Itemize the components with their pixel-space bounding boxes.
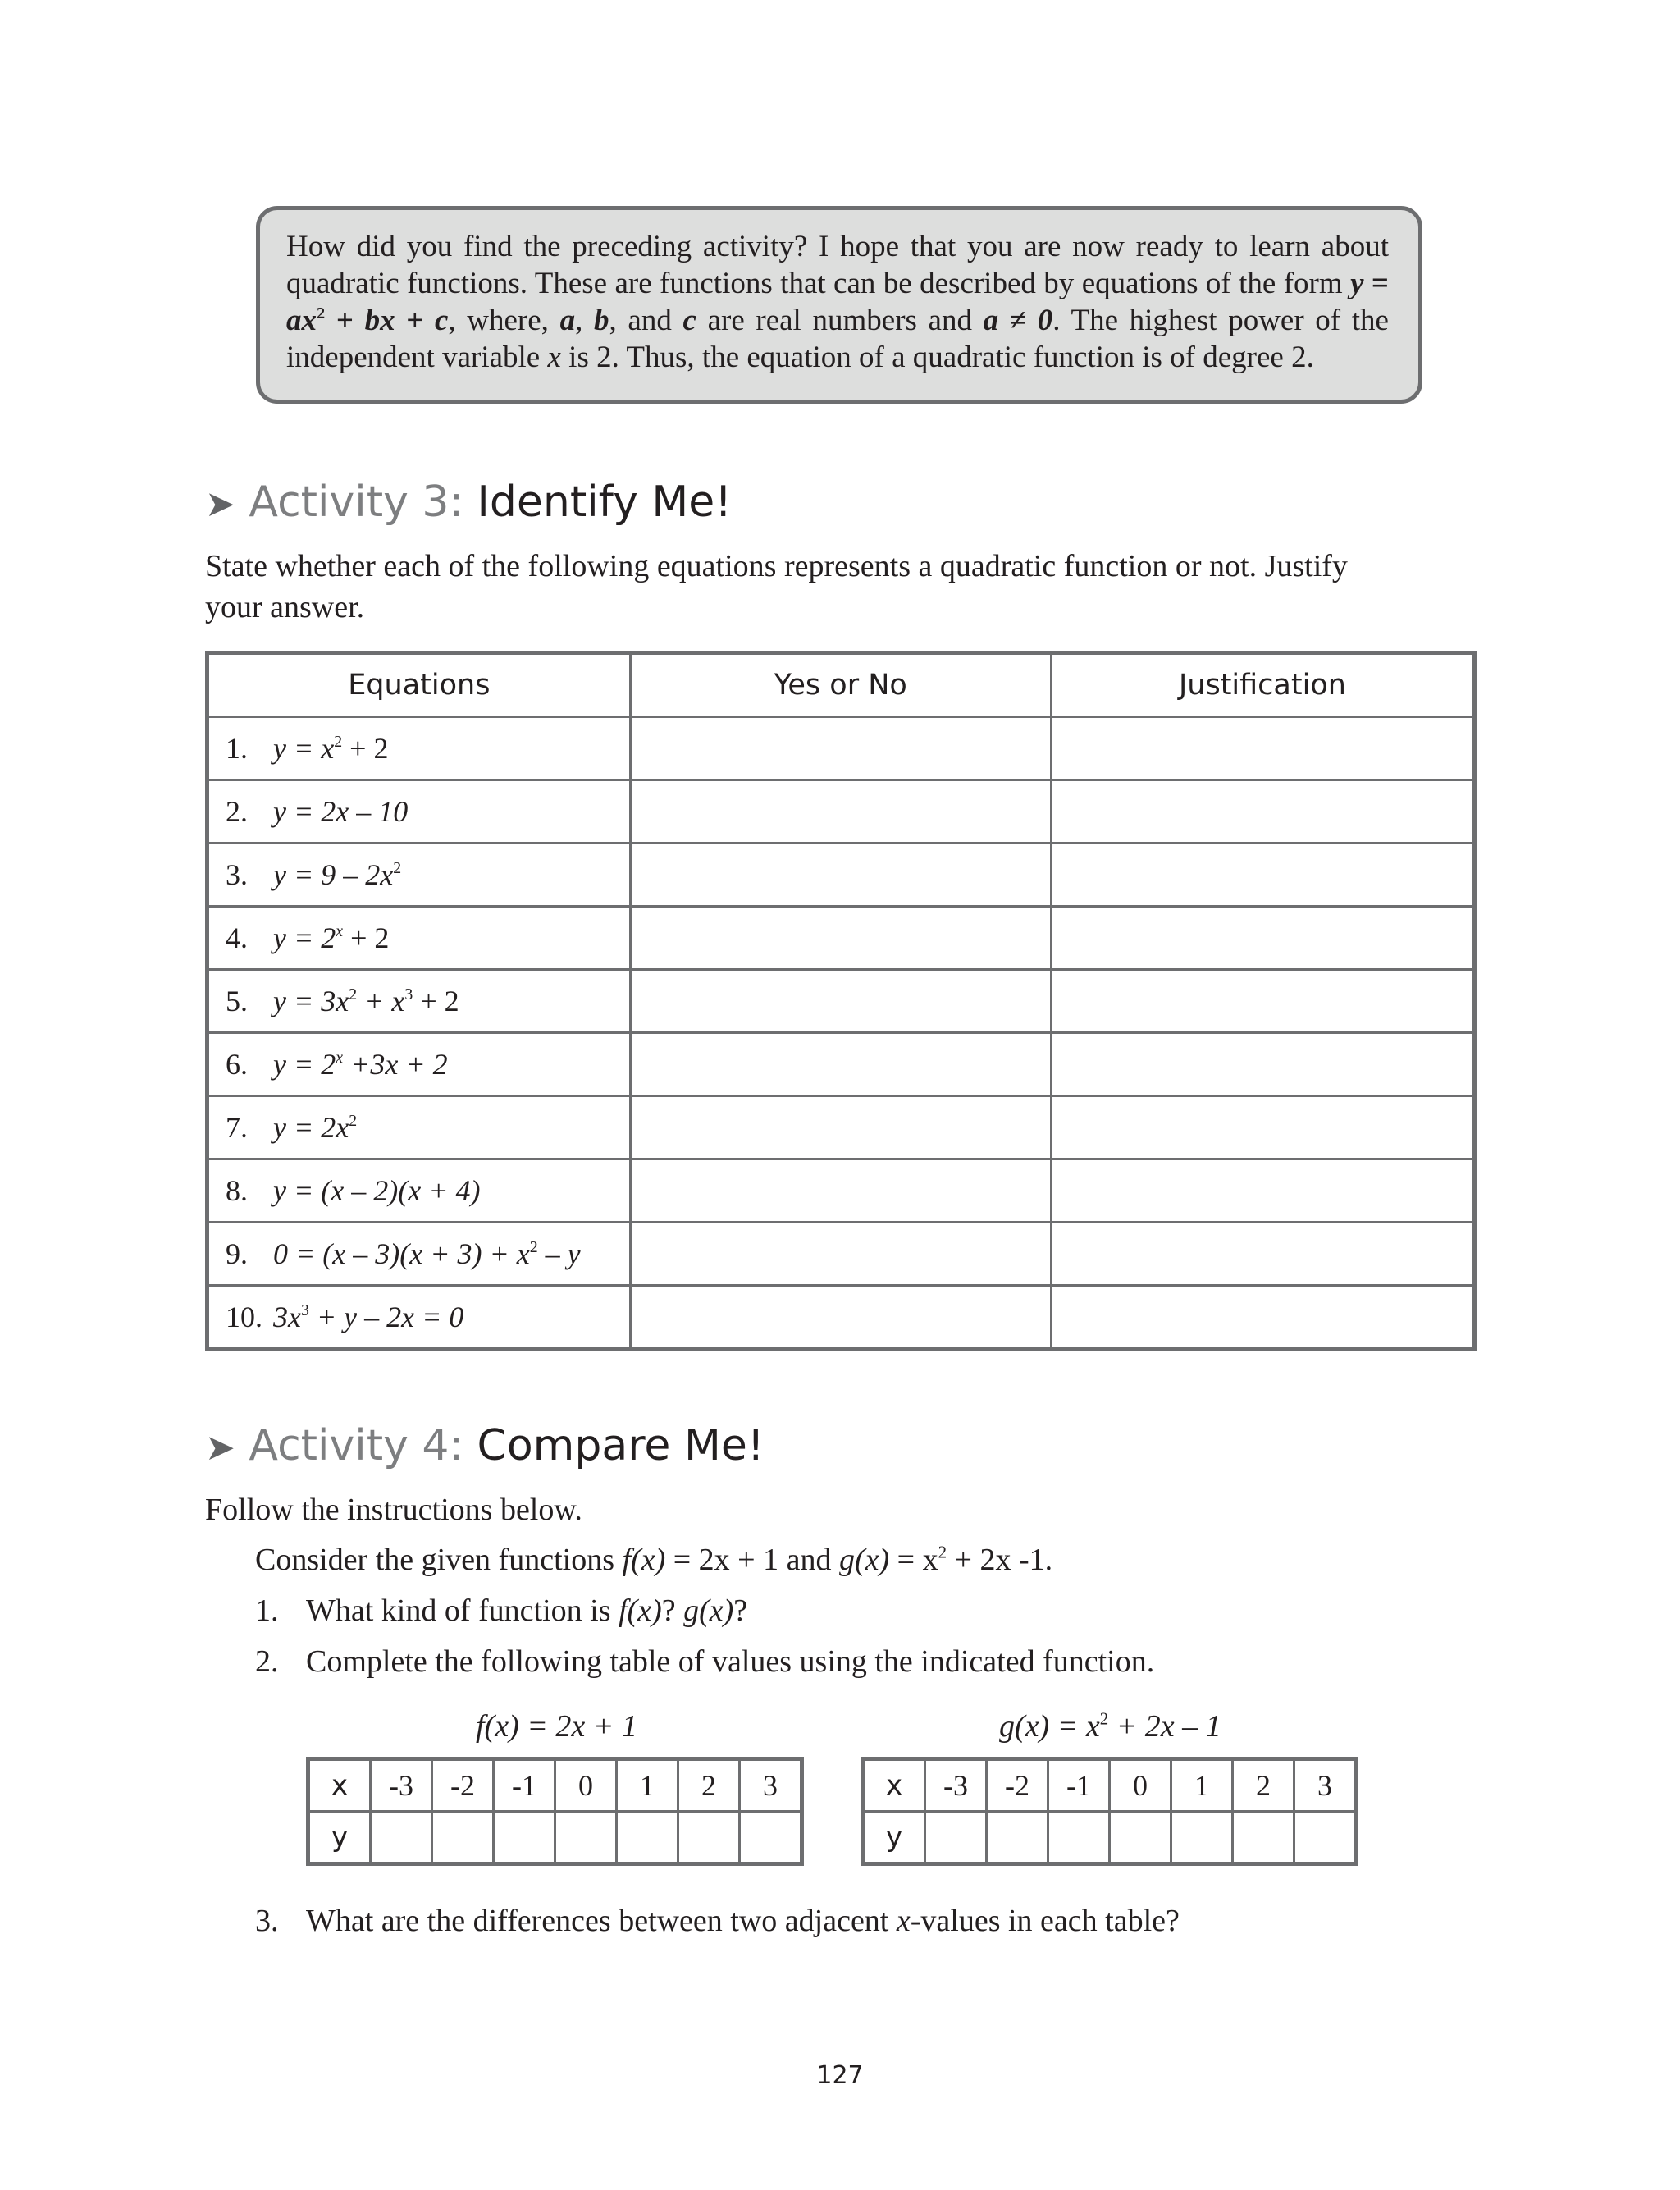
- table-f: [306, 1757, 804, 1866]
- equation-cell: 9. $0 = (x - 3)(x + 3) + x^2 - y$: [208, 1223, 631, 1286]
- intro-text: How did you find the preceding activity? I hope that you are now ready to learn about quadratic functions. These are functions that can be described by equations of the form $y = ax^2$ + bx + c, where, a, b, and c are real numbers and a ≠ 0. The highest power of the independent variable x is 2. Thus, the equation of a quadratic function is of degree 2.: [286, 230, 1389, 374]
- x-header: x: [863, 1759, 925, 1812]
- justification-cell[interactable]: [1051, 1096, 1474, 1159]
- header-yes-or-no: Yes or No: [630, 653, 1051, 717]
- header-equations: Equations: [208, 653, 631, 717]
- table-row: [208, 780, 1475, 844]
- yes-no-cell[interactable]: [630, 1286, 1051, 1350]
- table-g-label: $g(x) = x^2 + 2x - 1$: [999, 1708, 1221, 1744]
- activity4-title: Compare Me!: [477, 1421, 765, 1470]
- page-number: 127: [816, 2061, 864, 2090]
- table-row: [208, 1223, 1475, 1286]
- header-justification: Justification: [1051, 653, 1474, 717]
- y-cell[interactable]: [371, 1812, 432, 1864]
- y-cell[interactable]: [740, 1812, 802, 1864]
- x-header: x: [308, 1759, 371, 1812]
- x-value: 1: [617, 1759, 678, 1812]
- table-row: [208, 1159, 1475, 1223]
- y-cell[interactable]: [555, 1812, 617, 1864]
- question-2: 2. Complete the following table of values using the indicated function.: [255, 1644, 1155, 1679]
- x-value: -3: [371, 1759, 432, 1812]
- y-cell[interactable]: [987, 1812, 1048, 1864]
- equation-cell: 7. $y = 2x^2$: [208, 1096, 631, 1159]
- yes-no-cell[interactable]: [630, 1159, 1051, 1223]
- y-header: y: [863, 1812, 925, 1864]
- x-value: 0: [555, 1759, 617, 1812]
- activity4-heading: [205, 1421, 765, 1473]
- y-cell[interactable]: [1171, 1812, 1233, 1864]
- intro-box: [256, 206, 1422, 404]
- x-value: -1: [494, 1759, 555, 1812]
- activity3-instruction: State whether each of the following equations represents a quadratic function or not. Justify your answer.: [205, 549, 1348, 624]
- table-row: [208, 1286, 1475, 1350]
- justification-cell[interactable]: [1051, 1033, 1474, 1096]
- x-value: -3: [925, 1759, 987, 1812]
- activity4-label: Activity 4:: [249, 1421, 464, 1470]
- equation-cell: 6. $y = 2^x +3x + 2$: [208, 1033, 631, 1096]
- justification-cell[interactable]: [1051, 780, 1474, 844]
- consider-functions: Consider the given functions f(x) = 2x + 1 and $g(x) = x^2 + 2x$ -1.: [255, 1542, 1053, 1577]
- yes-no-cell[interactable]: [630, 1033, 1051, 1096]
- justification-cell[interactable]: [1051, 907, 1474, 970]
- y-header: y: [308, 1812, 371, 1864]
- table-row: [208, 1096, 1475, 1159]
- activity3-label: Activity 3:: [249, 478, 464, 527]
- yes-no-cell[interactable]: [630, 907, 1051, 970]
- activity3-heading: [205, 478, 732, 529]
- y-cell[interactable]: [1233, 1812, 1294, 1864]
- y-cell[interactable]: [617, 1812, 678, 1864]
- table-row: [208, 970, 1475, 1033]
- equation-cell: 2. y = 2x – 10: [208, 780, 631, 844]
- x-value: 1: [1171, 1759, 1233, 1812]
- equation-cell: 3. $y = 9 - 2x^2$: [208, 844, 631, 907]
- equations-table: [205, 651, 1477, 1351]
- x-value: 3: [1294, 1759, 1357, 1812]
- table-g: [861, 1757, 1358, 1866]
- activity4-instruction: Follow the instructions below.: [205, 1493, 582, 1527]
- y-cell[interactable]: [678, 1812, 740, 1864]
- y-cell[interactable]: [1110, 1812, 1171, 1864]
- table-row: [208, 1033, 1475, 1096]
- equation-cell: 10. $3x^3 + y - 2x = 0$: [208, 1286, 631, 1350]
- yes-no-cell[interactable]: [630, 1096, 1051, 1159]
- yes-no-cell[interactable]: [630, 717, 1051, 780]
- equation-cell: 4. $y = 2^x + 2$: [208, 907, 631, 970]
- y-cell[interactable]: [925, 1812, 987, 1864]
- equation-cell: 5. $y = 3x^2 + x^3 + 2$: [208, 970, 631, 1033]
- y-cell[interactable]: [494, 1812, 555, 1864]
- table-f-label: f(x) = 2x + 1: [476, 1709, 637, 1744]
- justification-cell[interactable]: [1051, 1286, 1474, 1350]
- table-row: [208, 844, 1475, 907]
- y-cell[interactable]: [432, 1812, 494, 1864]
- x-value: 2: [1233, 1759, 1294, 1812]
- x-value: 0: [1110, 1759, 1171, 1812]
- table-row: [208, 907, 1475, 970]
- yes-no-cell[interactable]: [630, 970, 1051, 1033]
- question-3: 3. What are the differences between two adjacent x-values in each table?: [255, 1904, 1180, 1938]
- justification-cell[interactable]: [1051, 717, 1474, 780]
- yes-no-cell[interactable]: [630, 780, 1051, 844]
- arrow-icon: ➤: [205, 483, 235, 525]
- x-value: 2: [678, 1759, 740, 1812]
- x-value: -2: [987, 1759, 1048, 1812]
- y-cell[interactable]: [1294, 1812, 1357, 1864]
- y-cell[interactable]: [1048, 1812, 1110, 1864]
- table-row: [208, 717, 1475, 780]
- x-value: 3: [740, 1759, 802, 1812]
- equation-cell: 8. y = (x – 2)(x + 4): [208, 1159, 631, 1223]
- justification-cell[interactable]: [1051, 970, 1474, 1033]
- equation-cell: 1. $y = x^2 + 2$: [208, 717, 631, 780]
- activity3-title: Identify Me!: [477, 478, 733, 527]
- justification-cell[interactable]: [1051, 1159, 1474, 1223]
- x-value: -1: [1048, 1759, 1110, 1812]
- yes-no-cell[interactable]: [630, 844, 1051, 907]
- x-value: -2: [432, 1759, 494, 1812]
- justification-cell[interactable]: [1051, 1223, 1474, 1286]
- justification-cell[interactable]: [1051, 844, 1474, 907]
- question-1: 1. What kind of function is f(x)? g(x)?: [255, 1593, 748, 1628]
- arrow-icon: ➤: [205, 1427, 235, 1469]
- yes-no-cell[interactable]: [630, 1223, 1051, 1286]
